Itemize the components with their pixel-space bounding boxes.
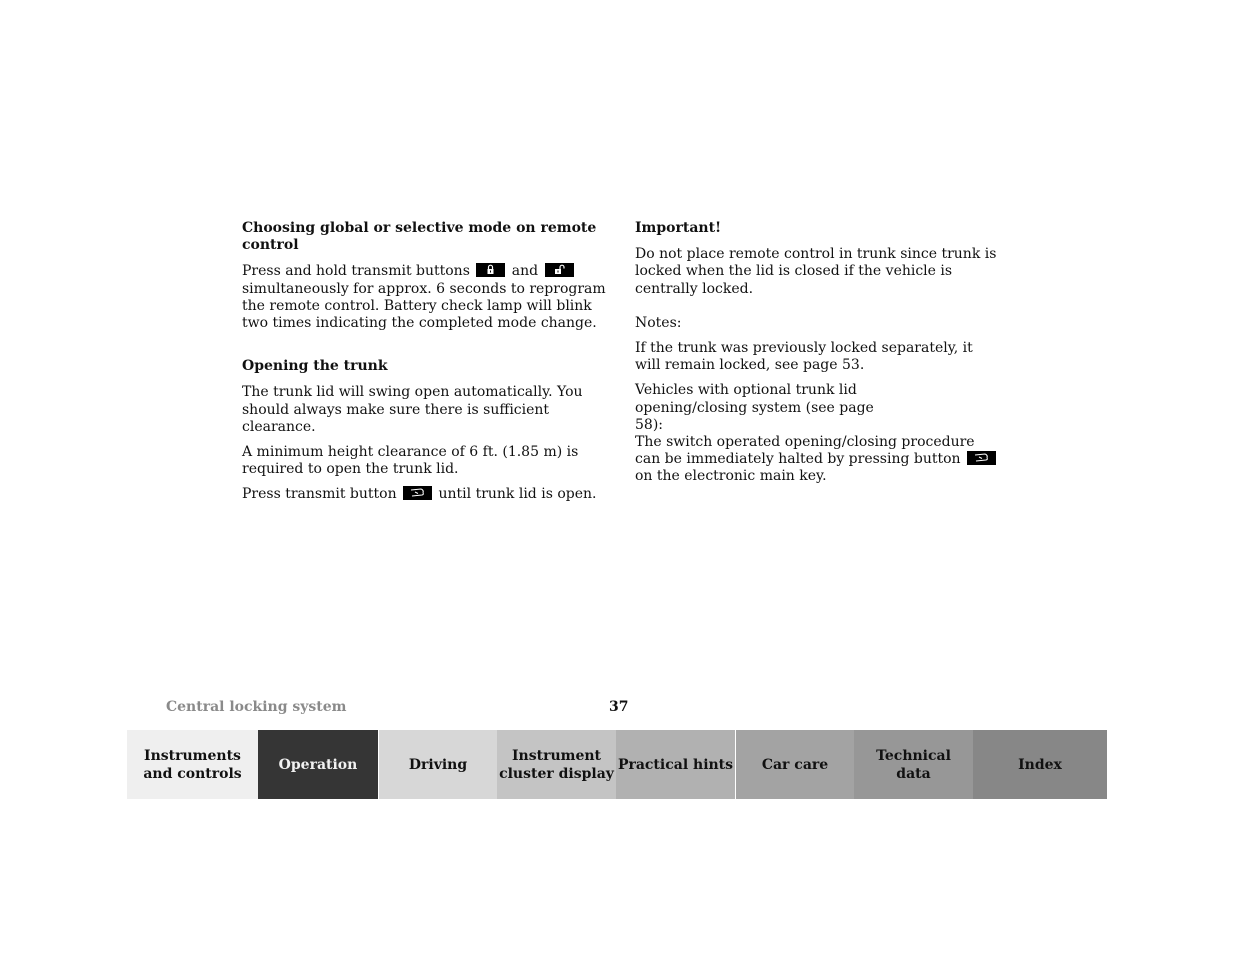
tab-label: Index (1018, 756, 1062, 773)
heading-global-selective-mode: Choosing global or selective mode on remote control (242, 220, 597, 254)
tab-label: Instrument cluster display (499, 747, 614, 782)
text-simultaneously: simultaneously for approx. 6 seconds to reprogram the remote control. Battery check lamp will blink two times indicating the completed mode change. (242, 280, 606, 332)
right-column (635, 220, 1000, 494)
text-vehicles-optional: Vehicles with optional trunk lid opening/closing system (see page 58): (635, 382, 874, 433)
trunk-open-icon (967, 451, 996, 465)
tab-label: Driving (408, 756, 468, 773)
note-optional-trunk-lid (635, 382, 1000, 485)
paragraph-do-not-place: Do not place remote control in trunk since trunk is locked when the lid is closed if the vehicle is centrally locked. (635, 246, 997, 297)
text-press-hold: Press and hold transmit buttons (242, 263, 470, 280)
tab-label: Instruments and controls (143, 747, 242, 782)
paragraph-trunk-swing: The trunk lid will swing open automatically. You should always make sure there is sufficient clearance. (242, 384, 583, 435)
note-previously-locked: If the trunk was previously locked separately, it will remain locked, see page 53. (635, 340, 973, 374)
text-switch-operated: The switch operated opening/closing procedure can be immediately halted by pressing button (635, 434, 975, 468)
paragraph-height-clearance: A minimum height clearance of 6 ft. (1.85 m) is required to open the trunk lid. (242, 444, 579, 478)
notes-label: Notes: (635, 314, 682, 331)
lock-open-icon (545, 263, 574, 277)
heading-opening-trunk: Opening the trunk (242, 358, 388, 375)
tab-practical-hints[interactable] (616, 730, 735, 799)
tab-label: Car care (761, 756, 829, 773)
tab-technical-data[interactable] (854, 730, 973, 799)
text-press-transmit: Press transmit button (242, 486, 397, 503)
section-title: Central locking system (166, 699, 347, 715)
heading-important: Important! (635, 220, 722, 236)
paragraph-press-transmit (242, 486, 612, 503)
text-and: and (511, 263, 539, 280)
text-on-main-key: on the electronic main key. (635, 468, 827, 485)
tab-label: Operation (278, 756, 358, 773)
tab-instruments-and-controls[interactable] (127, 730, 258, 799)
left-column (242, 220, 612, 512)
tab-operation[interactable] (258, 730, 378, 799)
trunk-open-icon (403, 486, 432, 500)
tab-label: Practical hints (617, 756, 734, 773)
tab-instrument-cluster-display[interactable] (497, 730, 616, 799)
tab-label: Technical data (876, 747, 951, 782)
tab-car-care[interactable] (735, 730, 854, 799)
chapter-nav (127, 730, 1107, 799)
text-until-open: until trunk lid is open. (438, 486, 597, 503)
tab-index[interactable] (973, 730, 1107, 799)
tab-driving[interactable] (378, 730, 497, 799)
lock-closed-icon (476, 263, 505, 277)
page-number: 37 (609, 699, 629, 715)
paragraph-reprogram-remote (242, 263, 612, 332)
